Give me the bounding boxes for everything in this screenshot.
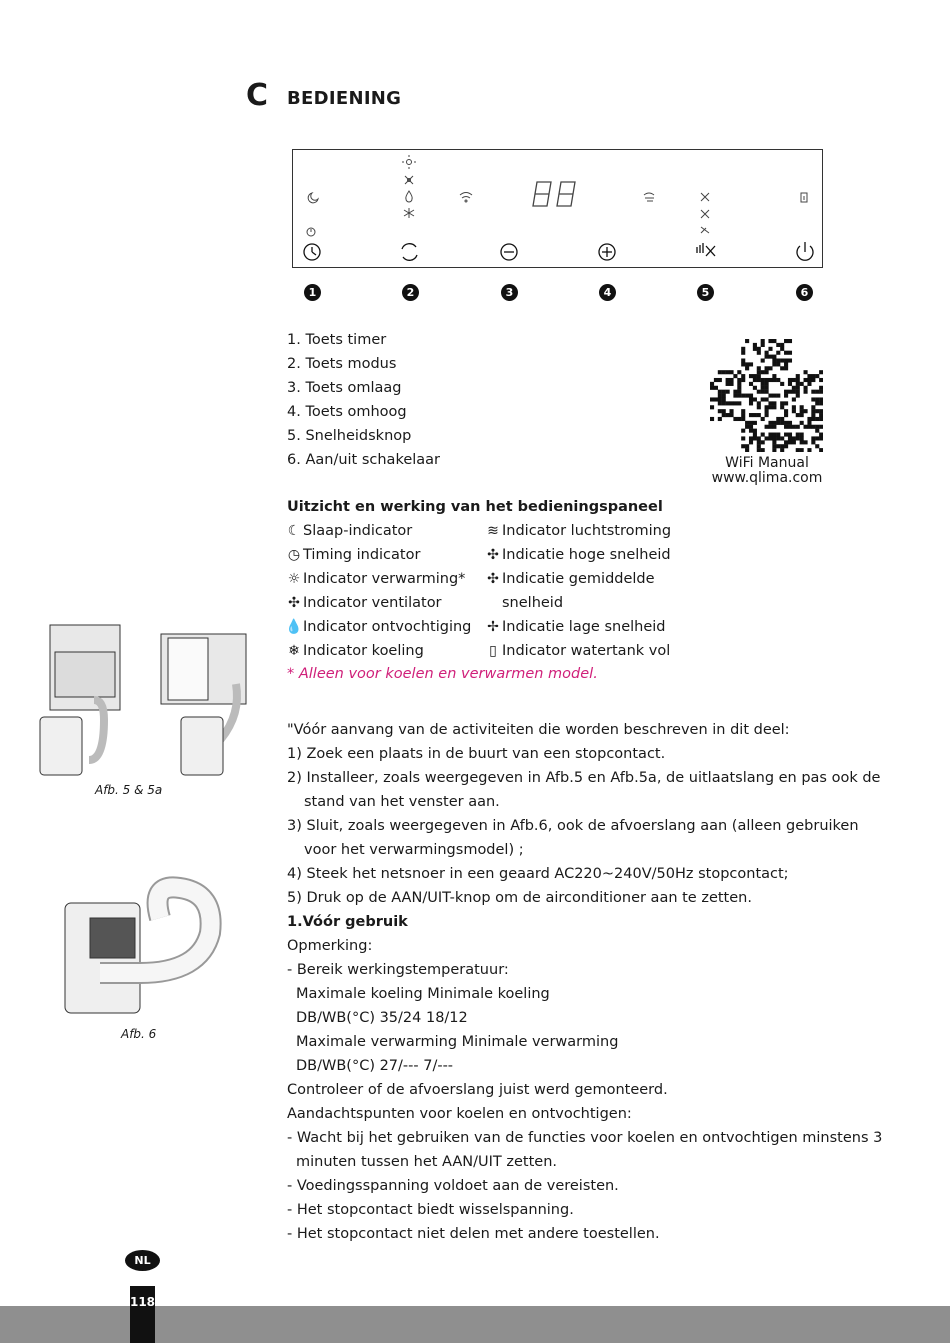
legend-right-column	[484, 519, 671, 663]
timer-icon: ◷	[287, 547, 301, 563]
body-line: 4) Steek het netsnoer in een geaard AC220~240V/50Hz stopcontact;	[287, 866, 789, 882]
body-line: Controleer of de afvoerslang juist werd gemonteerd.	[287, 1082, 668, 1098]
tank-icon	[801, 193, 807, 202]
fan-icon	[405, 176, 413, 184]
down-button-icon	[501, 244, 517, 260]
fan-medium-icon: ✣	[487, 571, 499, 587]
section-letter: C	[246, 78, 269, 113]
legend-left-column	[285, 519, 471, 663]
airflow-icon: ≋	[487, 523, 499, 539]
body-line: Maximale verwarming Minimale verwarming	[296, 1034, 619, 1050]
legend-item-label: Indicator watertank vol	[502, 643, 671, 659]
body-line: stand van het venster aan.	[304, 794, 500, 810]
fan-low-icon	[701, 227, 709, 233]
legend-item-label: Indicatie hoge snelheid	[502, 547, 671, 563]
section-title: BEDIENING	[287, 88, 402, 109]
body-line: Aandachtspunten voor koelen en ontvochtigen:	[287, 1106, 632, 1122]
sleep-icon	[308, 193, 318, 203]
body-line: 3) Sluit, zoals weergegeven in Afb.6, ook de afvoerslang aan (alleen gebruiken	[287, 818, 859, 834]
body-text	[287, 718, 882, 1246]
language-badge: NL	[125, 1250, 160, 1271]
figure-5-illustration	[36, 622, 251, 782]
airflow-icon	[644, 193, 654, 201]
legend-item	[484, 543, 671, 567]
qr-label: WiFi Manual	[725, 455, 809, 471]
body-line: - Bereik werkingstemperatuur:	[287, 962, 509, 978]
legend-item	[285, 591, 471, 615]
timer-button-icon	[304, 244, 320, 260]
legend-item	[484, 615, 671, 639]
legend-item	[285, 615, 471, 639]
body-line: - Het stopcontact biedt wisselspanning.	[287, 1202, 574, 1218]
up-button-icon	[599, 244, 615, 260]
legend-item-label: Indicator ontvochtiging	[303, 619, 472, 635]
body-line: 1) Zoek een plaats in de buurt van een stopcontact.	[287, 746, 666, 762]
qr-caption	[700, 456, 834, 486]
body-line: 2) Installeer, zoals weergegeven in Afb.5 en Afb.5a, de uitlaatslang en pas ook de	[287, 770, 881, 786]
legend-note: * Alleen voor koelen en verwarmen model.	[287, 666, 598, 682]
button-number-4: 4	[599, 284, 616, 301]
mode-button-icon	[402, 244, 417, 261]
legend-item	[484, 519, 671, 543]
qr-url[interactable]: www.qlima.com	[711, 470, 823, 486]
body-line: Maximale koeling Minimale koeling	[296, 986, 550, 1002]
button-number-6: 6	[796, 284, 813, 301]
list-item: 6. Aan/uit schakelaar	[287, 452, 441, 468]
drop-icon	[406, 191, 412, 202]
keys-list	[287, 328, 440, 472]
seven-segment-display	[533, 182, 575, 206]
legend-item	[285, 543, 471, 567]
snowflake-icon	[404, 208, 414, 218]
legend-item-label: Indicator koeling	[303, 643, 424, 659]
drop-icon: 💧	[285, 619, 303, 635]
list-item: 4. Toets omhoog	[287, 404, 407, 420]
legend-item-label: Timing indicator	[303, 547, 421, 563]
body-line: DB/WB(°C) 35/24 18/12	[296, 1010, 468, 1026]
list-item: 2. Toets modus	[287, 356, 397, 372]
body-line: - Wacht bij het gebruiken van de functies voor koelen en ontvochtigen minstens 3	[287, 1130, 883, 1146]
snowflake-icon: ❄	[288, 643, 300, 659]
button-number-1: 1	[304, 284, 321, 301]
figure-6-illustration	[60, 873, 250, 1023]
button-number-5: 5	[697, 284, 714, 301]
figure-6-caption: Afb. 6	[121, 1027, 157, 1041]
legend-item	[484, 591, 671, 615]
list-item: 5. Snelheidsknop	[287, 428, 412, 444]
body-line: minuten tussen het AAN/UIT zetten.	[296, 1154, 557, 1170]
legend-item-label: Indicator ventilator	[303, 595, 442, 611]
body-line: - Voedingsspanning voldoet aan de vereisten.	[287, 1178, 619, 1194]
button-number-2: 2	[402, 284, 419, 301]
legend-item	[484, 639, 671, 663]
page-number: 118	[130, 1286, 155, 1343]
wifi-icon	[460, 193, 472, 203]
sun-icon: ☼	[287, 571, 301, 587]
fan-medium-icon	[701, 210, 709, 218]
figure-5-caption: Afb. 5 & 5a	[95, 783, 163, 797]
button-number-3: 3	[501, 284, 518, 301]
legend-item-label: Indicator verwarming*	[303, 571, 466, 587]
legend-item	[285, 639, 471, 663]
legend-item-label: Indicatie gemiddelde	[502, 571, 655, 587]
body-line: - Het stopcontact niet delen met andere toestellen.	[287, 1226, 660, 1242]
timer-icon	[307, 228, 315, 236]
speed-button-icon	[697, 243, 715, 256]
legend-item-label: Slaap-indicator	[303, 523, 413, 539]
control-panel-icons	[292, 149, 823, 268]
legend-heading: Uitzicht en werking van het bedieningspaneel	[287, 499, 663, 515]
qr-code-image[interactable]	[710, 339, 823, 452]
body-line: voor het verwarmingsmodel) ;	[304, 842, 524, 858]
list-item: 1. Toets timer	[287, 332, 387, 348]
legend-item	[285, 519, 471, 543]
body-line: 1.Vóór gebruik	[287, 914, 408, 930]
list-item: 3. Toets omlaag	[287, 380, 402, 396]
tank-icon: ▯	[489, 643, 497, 659]
power-button-icon	[797, 242, 813, 260]
fan-high-icon: ✣	[487, 547, 499, 563]
body-line: "Vóór aanvang van de activiteiten die worden beschreven in dit deel:	[287, 722, 790, 738]
fan-low-icon: ✢	[487, 619, 499, 635]
body-line: 5) Druk op de AAN/UIT-knop om de airconditioner aan te zetten.	[287, 890, 752, 906]
legend-item	[285, 567, 471, 591]
legend-item-label: snelheid	[502, 595, 564, 611]
body-line: Opmerking:	[287, 938, 373, 954]
legend-item	[484, 567, 671, 591]
legend-item-label: Indicatie lage snelheid	[502, 619, 666, 635]
sleep-icon: ☾	[287, 523, 301, 539]
body-line: DB/WB(°C) 27/--- 7/---	[296, 1058, 454, 1074]
legend-item-label: Indicator luchtstroming	[502, 523, 672, 539]
fan-high-icon	[701, 193, 709, 201]
sun-icon	[402, 155, 416, 169]
fan-icon: ✣	[288, 595, 300, 611]
